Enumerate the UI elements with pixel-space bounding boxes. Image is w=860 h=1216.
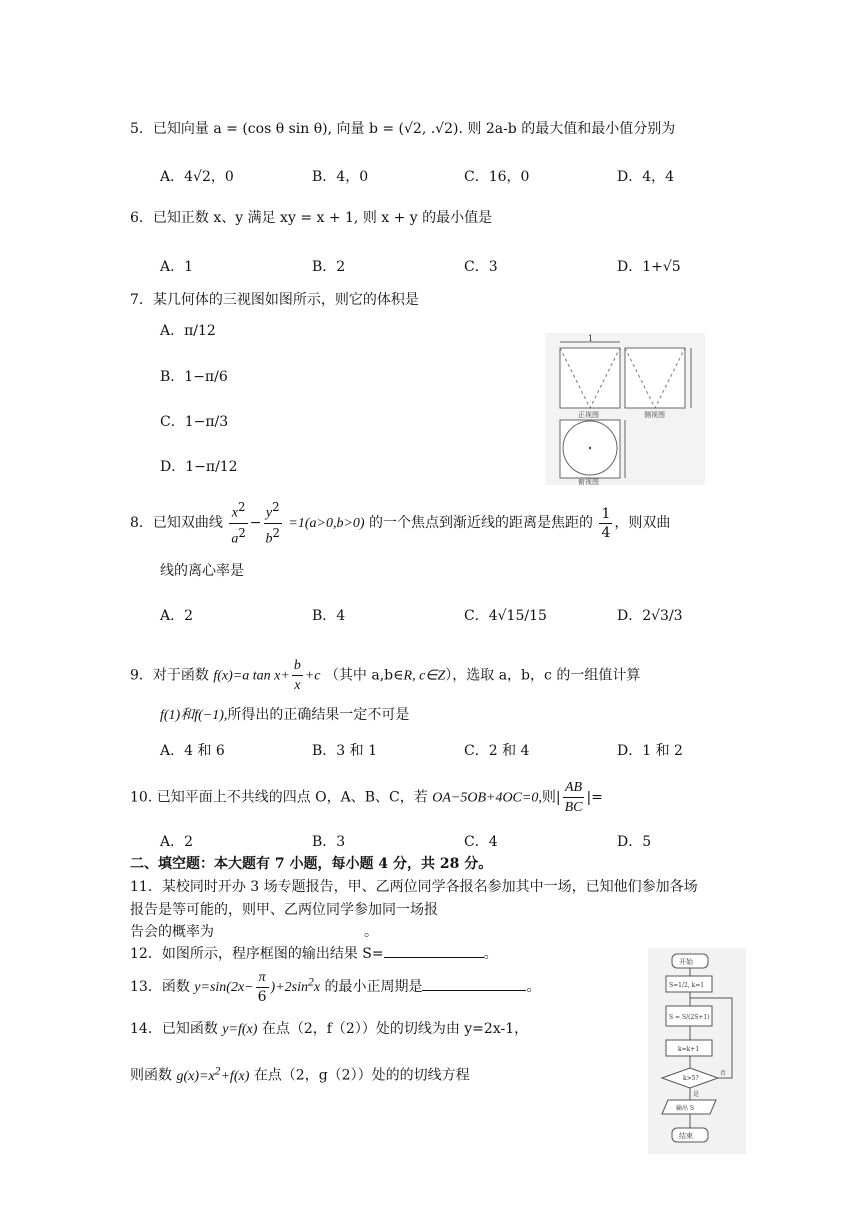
q11-line1: 11．某校同时开办 3 场专题报告，甲、乙两位同学各报名参加其中一场，已知他们参加各场 (130, 879, 698, 895)
q7-option-b: B．1−π/6 (160, 369, 228, 385)
q8-stem-line2: 线的离心率是 (160, 563, 244, 579)
q8-option-c: C．4√15/15 (464, 608, 547, 624)
q5-option-b: B．4，0 (312, 169, 369, 185)
q5-option-a: A．4√2，0 (160, 169, 234, 185)
q14-stem: 14．已知函数 y=f(x) 在点（2，f（2））处的切线为由 y=2x-1， (130, 1021, 529, 1037)
three-view-figure (545, 333, 705, 485)
flow-end-label: 结束 (679, 1132, 693, 1140)
q11-line2: 报告是等可能的，则甲、乙两位同学参加同一场报 (130, 902, 438, 918)
flow-no-label: 否 (720, 1070, 727, 1077)
q13-answer-blank[interactable] (422, 976, 526, 991)
front-view-label: 正视图 (578, 411, 599, 419)
q10-option-a: A．2 (160, 834, 194, 850)
flow-init-label: S=1/2, k=1 (669, 982, 705, 989)
q5-option-d: D．4，4 (617, 169, 675, 185)
q10-stem: 10. 已知平面上不共线的四点 O，A、B、C，若 OA−5OB+4OC=0,则| $\frac{AB}{BC}$ |= (130, 780, 603, 815)
q8-option-d: D．2√3/3 (617, 608, 683, 624)
q7-option-c: C．1−π/3 (160, 414, 229, 430)
flow-yes-label: 是 (693, 1091, 700, 1098)
q6-option-d: D．1+√5 (617, 259, 681, 275)
q6-option-a: A．1 (160, 259, 194, 275)
q9-stem: 9．对于函数 f(x)=a tan x+ $\frac{b}{x}$ +c （其中 a,b∈R, c∈Z），选取 a，b，c 的一组值计算 (130, 658, 641, 693)
q12-stem: 12．如图所示，程序框图的输出结果 S= 。 (130, 943, 498, 963)
q9-stem-line2: f(1)和f(−1),所得出的正确结果一定不可是 (160, 707, 410, 723)
section-heading: 二、填空题：本大题有 7 小题，每小题 4 分，共 28 分。 (130, 856, 493, 872)
q9-option-b: B．3 和 1 (312, 743, 378, 759)
q10-option-b: B．3 (312, 834, 346, 850)
flowchart-figure (648, 948, 746, 1154)
q10-option-c: C．4 (464, 834, 498, 850)
q6-option-b: B．2 (312, 259, 346, 275)
flow-cond-label: k>5? (683, 1075, 699, 1082)
q6-stem: 6．已知正数 x、y 满足 xy = x + 1, 则 x + y 的最小值是 (130, 210, 493, 226)
q14-stem-line2: 则函数 $g(x)=x^2+f(x)$ 在点（2，g（2））处的的切线方程 (130, 1064, 470, 1084)
flow-inc-label: k=k+1 (678, 1046, 700, 1053)
top-view-label: 俯视图 (578, 478, 599, 485)
q7-option-a: A．π/12 (160, 323, 216, 339)
q8-option-a: A．2 (160, 608, 194, 624)
q9-option-a: A．4 和 6 (160, 743, 225, 759)
q12-answer-blank[interactable] (384, 943, 484, 958)
q8-stem: 8．已知双曲线 $\frac{x^2}{a^2}$ − $\frac{y^2}{b^2}$ =1(a>0,b>0) 的一个焦点到渐近线的距离是焦距的 $\frac{1}{4}$ ，则双曲 (130, 500, 671, 547)
q8-option-b: B．4 (312, 608, 346, 624)
q10-option-d: D．5 (617, 834, 652, 850)
flow-assign-label: S = S/(2S+1) (669, 1014, 710, 1021)
dimension-label: 1 (588, 334, 594, 343)
q9-option-c: C．2 和 4 (464, 743, 530, 759)
flow-output-label: 输出 S (676, 1105, 695, 1112)
side-view-label: 侧视图 (644, 411, 665, 419)
q11-line3: 告会的概率为 。 (130, 924, 378, 940)
q5-stem: 5．已知向量 a = (cos θ sin θ), 向量 b = (√2, .√2). 则 2a-b 的最大值和最小值分别为 (130, 121, 676, 137)
q13-stem: 13．函数 y=sin(2x− $\frac{\pi}{6}$ )$+2\sin^2x$ 的最小正周期是 。 (130, 970, 541, 1005)
q6-option-c: C．3 (464, 259, 498, 275)
q5-option-c: C．16，0 (464, 169, 530, 185)
q9-option-d: D．1 和 2 (617, 743, 683, 759)
flow-start-label: 开始 (679, 958, 693, 966)
q7-stem: 7．某几何体的三视图如图所示，则它的体积是 (130, 292, 419, 308)
q7-option-d: D．1−π/12 (160, 459, 238, 475)
